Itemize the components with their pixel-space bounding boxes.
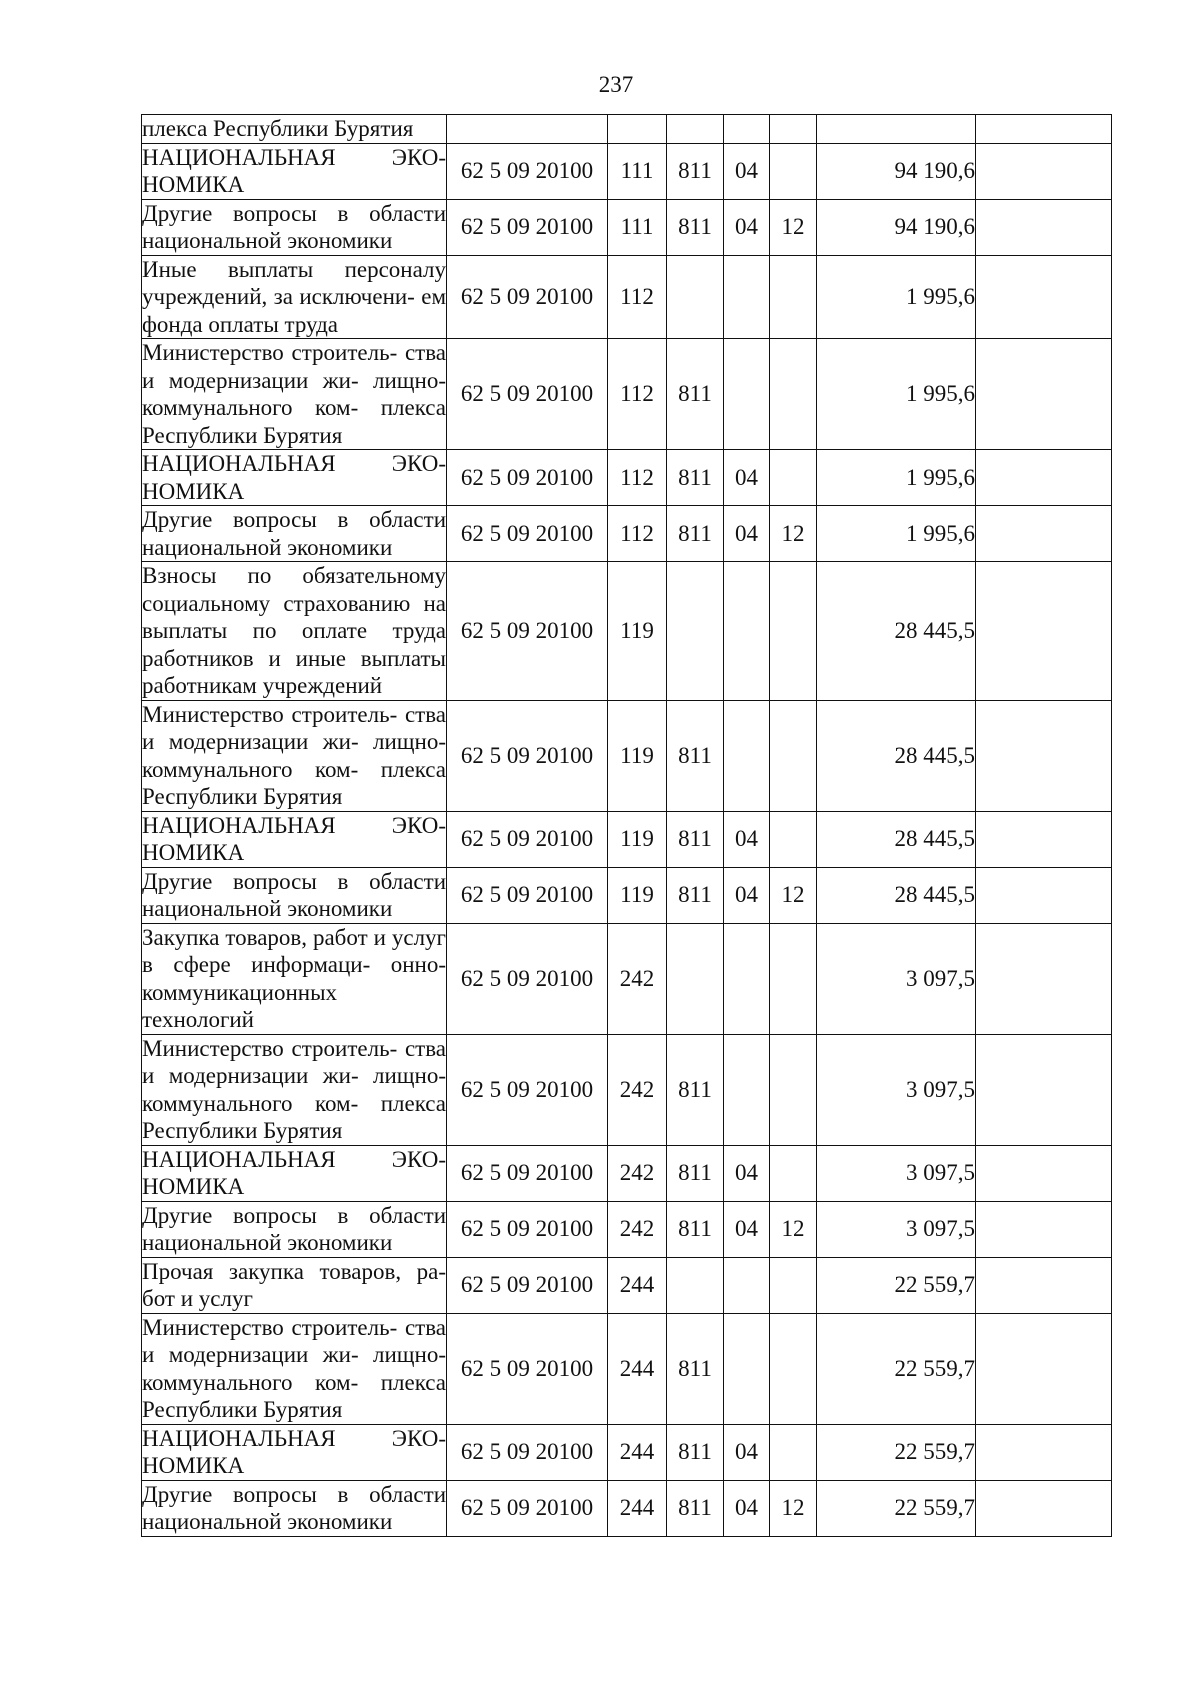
cell-extra xyxy=(976,143,1112,199)
cell-amount: 94 190,6 xyxy=(817,199,976,255)
cell-amount: 94 190,6 xyxy=(817,143,976,199)
cell-target-article-code xyxy=(447,115,608,144)
cell-amount: 1 995,6 xyxy=(817,450,976,506)
cell-subsection-code: 12 xyxy=(770,1201,817,1257)
cell-subsection-code xyxy=(770,700,817,811)
cell-expense-type-code: 244 xyxy=(608,1480,667,1536)
cell-subsection-code xyxy=(770,143,817,199)
cell-expenditure-name: Министерство строитель- ства и модернизации жи- лищно-коммунального ком- плекса Республики Бурятия xyxy=(142,701,446,809)
cell-expenditure-name: Министерство строитель- ства и модернизации жи- лищно-коммунального ком- плекса Республики Бурятия xyxy=(142,1314,446,1422)
table-row xyxy=(142,1201,1112,1257)
cell-target-article-code: 62 5 09 20100 xyxy=(447,506,608,562)
cell-expense-type-code: 119 xyxy=(608,867,667,923)
table-row xyxy=(142,199,1112,255)
cell-section-code xyxy=(724,339,770,450)
cell-expenditure-name: Министерство строитель- ства и модернизации жи- лищно-коммунального ком- плекса Республики Бурятия xyxy=(142,1035,446,1143)
cell-ministry-code: 811 xyxy=(667,199,724,255)
cell-ministry-code: 811 xyxy=(667,1034,724,1145)
cell-expenditure-name: НАЦИОНАЛЬНАЯ ЭКО- НОМИКА xyxy=(142,1425,446,1478)
cell-extra xyxy=(976,1257,1112,1313)
cell-section-code: 04 xyxy=(724,450,770,506)
cell-ministry-code: 811 xyxy=(667,1424,724,1480)
cell-ministry-code xyxy=(667,923,724,1034)
cell-expense-type-code: 111 xyxy=(608,199,667,255)
cell-subsection-code: 12 xyxy=(770,867,817,923)
table-row xyxy=(142,143,1112,199)
cell-extra xyxy=(976,255,1112,339)
cell-subsection-code: 12 xyxy=(770,199,817,255)
cell-section-code: 04 xyxy=(724,811,770,867)
cell-ministry-code: 811 xyxy=(667,1201,724,1257)
cell-expenditure-name: НАЦИОНАЛЬНАЯ ЭКО- НОМИКА xyxy=(142,144,446,197)
cell-expenditure-name: Прочая закупка товаров, ра- бот и услуг xyxy=(142,1258,446,1311)
cell-expenditure-name: плекса Республики Бурятия xyxy=(142,115,447,144)
cell-ministry-code xyxy=(667,1257,724,1313)
table-row xyxy=(142,811,1112,867)
cell-amount: 1 995,6 xyxy=(817,339,976,450)
cell-section-code xyxy=(724,1257,770,1313)
cell-target-article-code: 62 5 09 20100 xyxy=(447,1424,608,1480)
cell-subsection-code xyxy=(770,339,817,450)
cell-expenditure-name: НАЦИОНАЛЬНАЯ ЭКО- НОМИКА xyxy=(142,451,446,504)
cell-ministry-code: 811 xyxy=(667,1145,724,1201)
cell-ministry-code: 811 xyxy=(667,339,724,450)
cell-ministry-code xyxy=(667,115,724,144)
cell-extra xyxy=(976,562,1112,701)
cell-amount xyxy=(817,115,976,144)
cell-section-code: 04 xyxy=(724,1424,770,1480)
cell-expense-type-code: 242 xyxy=(608,1034,667,1145)
cell-extra xyxy=(976,1201,1112,1257)
cell-extra xyxy=(976,1034,1112,1145)
table-row xyxy=(142,255,1112,339)
cell-section-code: 04 xyxy=(724,143,770,199)
table-row xyxy=(142,1480,1112,1536)
cell-expense-type-code: 242 xyxy=(608,923,667,1034)
cell-target-article-code: 62 5 09 20100 xyxy=(447,1034,608,1145)
cell-extra xyxy=(976,1145,1112,1201)
cell-target-article-code: 62 5 09 20100 xyxy=(447,562,608,701)
cell-expense-type-code: 111 xyxy=(608,143,667,199)
cell-amount: 1 995,6 xyxy=(817,255,976,339)
cell-ministry-code: 811 xyxy=(667,1313,724,1424)
cell-section-code: 04 xyxy=(724,1201,770,1257)
table-row xyxy=(142,1257,1112,1313)
cell-expenditure-name: Другие вопросы в области национальной экономики xyxy=(142,1481,446,1534)
cell-section-code: 04 xyxy=(724,1480,770,1536)
table-row xyxy=(142,700,1112,811)
cell-target-article-code: 62 5 09 20100 xyxy=(447,339,608,450)
cell-extra xyxy=(976,1313,1112,1424)
cell-expense-type-code: 112 xyxy=(608,506,667,562)
cell-extra xyxy=(976,339,1112,450)
cell-extra xyxy=(976,811,1112,867)
cell-expense-type-code: 242 xyxy=(608,1201,667,1257)
cell-expenditure-name: Взносы по обязательному социальному страхованию на выплаты по оплате труда работников и иные выплаты работникам учреждений xyxy=(142,563,446,698)
cell-target-article-code: 62 5 09 20100 xyxy=(447,143,608,199)
cell-amount: 28 445,5 xyxy=(817,811,976,867)
cell-extra xyxy=(976,506,1112,562)
cell-subsection-code xyxy=(770,1424,817,1480)
table-row xyxy=(142,1034,1112,1145)
cell-target-article-code: 62 5 09 20100 xyxy=(447,1257,608,1313)
cell-expense-type-code: 119 xyxy=(608,700,667,811)
cell-target-article-code: 62 5 09 20100 xyxy=(447,700,608,811)
table-row xyxy=(142,1145,1112,1201)
cell-section-code: 04 xyxy=(724,867,770,923)
cell-amount: 3 097,5 xyxy=(817,1145,976,1201)
cell-subsection-code: 12 xyxy=(770,1480,817,1536)
cell-expense-type-code: 244 xyxy=(608,1424,667,1480)
cell-expenditure-name: НАЦИОНАЛЬНАЯ ЭКО- НОМИКА xyxy=(142,812,446,865)
cell-target-article-code: 62 5 09 20100 xyxy=(447,255,608,339)
cell-ministry-code xyxy=(667,562,724,701)
cell-expenditure-name: Другие вопросы в области национальной экономики xyxy=(142,507,446,560)
cell-amount: 28 445,5 xyxy=(817,867,976,923)
cell-ministry-code: 811 xyxy=(667,811,724,867)
cell-ministry-code xyxy=(667,255,724,339)
cell-section-code: 04 xyxy=(724,199,770,255)
cell-extra xyxy=(976,700,1112,811)
cell-expenditure-name: Министерство строитель- ства и модернизации жи- лищно-коммунального ком- плекса Республики Бурятия xyxy=(142,340,446,448)
cell-section-code: 04 xyxy=(724,1145,770,1201)
table-row xyxy=(142,867,1112,923)
cell-amount: 3 097,5 xyxy=(817,1201,976,1257)
cell-section-code xyxy=(724,1034,770,1145)
cell-amount: 22 559,7 xyxy=(817,1424,976,1480)
cell-subsection-code xyxy=(770,115,817,144)
cell-expense-type-code: 119 xyxy=(608,562,667,701)
cell-expense-type-code: 112 xyxy=(608,255,667,339)
cell-extra xyxy=(976,1480,1112,1536)
table-row xyxy=(142,1313,1112,1424)
cell-target-article-code: 62 5 09 20100 xyxy=(447,923,608,1034)
cell-expenditure-name: Иные выплаты персоналу учреждений, за исключени- ем фонда оплаты труда xyxy=(142,256,446,337)
cell-ministry-code: 811 xyxy=(667,700,724,811)
cell-target-article-code: 62 5 09 20100 xyxy=(447,1313,608,1424)
cell-ministry-code: 811 xyxy=(667,867,724,923)
cell-extra xyxy=(976,867,1112,923)
cell-section-code xyxy=(724,1313,770,1424)
cell-expense-type-code xyxy=(608,115,667,144)
cell-amount: 22 559,7 xyxy=(817,1257,976,1313)
cell-expense-type-code: 244 xyxy=(608,1313,667,1424)
table-row xyxy=(142,450,1112,506)
cell-extra xyxy=(976,1424,1112,1480)
cell-ministry-code: 811 xyxy=(667,1480,724,1536)
cell-extra xyxy=(976,199,1112,255)
cell-expenditure-name: Другие вопросы в области национальной экономики xyxy=(142,200,446,253)
table-row xyxy=(142,562,1112,701)
cell-amount: 3 097,5 xyxy=(817,1034,976,1145)
cell-extra xyxy=(976,450,1112,506)
cell-subsection-code xyxy=(770,1034,817,1145)
cell-target-article-code: 62 5 09 20100 xyxy=(447,1480,608,1536)
cell-expenditure-name: Другие вопросы в области национальной экономики xyxy=(142,1202,446,1255)
cell-amount: 3 097,5 xyxy=(817,923,976,1034)
cell-target-article-code: 62 5 09 20100 xyxy=(447,1145,608,1201)
table-row xyxy=(142,115,1112,144)
cell-amount: 22 559,7 xyxy=(817,1313,976,1424)
cell-expense-type-code: 244 xyxy=(608,1257,667,1313)
cell-expenditure-name: НАЦИОНАЛЬНАЯ ЭКО- НОМИКА xyxy=(142,1146,446,1199)
table-row xyxy=(142,1424,1112,1480)
cell-amount: 1 995,6 xyxy=(817,506,976,562)
cell-ministry-code: 811 xyxy=(667,506,724,562)
page-number: 237 xyxy=(598,72,634,97)
cell-subsection-code xyxy=(770,562,817,701)
cell-expense-type-code: 112 xyxy=(608,339,667,450)
budget-table xyxy=(141,114,1112,1537)
cell-subsection-code xyxy=(770,923,817,1034)
cell-ministry-code: 811 xyxy=(667,450,724,506)
cell-amount: 28 445,5 xyxy=(817,562,976,701)
cell-subsection-code xyxy=(770,450,817,506)
cell-subsection-code: 12 xyxy=(770,506,817,562)
cell-expense-type-code: 112 xyxy=(608,450,667,506)
cell-target-article-code: 62 5 09 20100 xyxy=(447,811,608,867)
cell-target-article-code: 62 5 09 20100 xyxy=(447,1201,608,1257)
cell-subsection-code xyxy=(770,1257,817,1313)
cell-expenditure-name: Закупка товаров, работ и услуг в сфере информаци- онно-коммуникационных технологий xyxy=(142,924,446,1032)
cell-target-article-code: 62 5 09 20100 xyxy=(447,450,608,506)
cell-section-code xyxy=(724,700,770,811)
table-row xyxy=(142,923,1112,1034)
cell-target-article-code: 62 5 09 20100 xyxy=(447,199,608,255)
cell-ministry-code: 811 xyxy=(667,143,724,199)
cell-expense-type-code: 119 xyxy=(608,811,667,867)
table-row xyxy=(142,506,1112,562)
cell-target-article-code: 62 5 09 20100 xyxy=(447,867,608,923)
cell-subsection-code xyxy=(770,255,817,339)
cell-subsection-code xyxy=(770,1145,817,1201)
cell-section-code: 04 xyxy=(724,506,770,562)
table-row xyxy=(142,339,1112,450)
cell-section-code xyxy=(724,255,770,339)
cell-subsection-code xyxy=(770,1313,817,1424)
cell-subsection-code xyxy=(770,811,817,867)
cell-section-code xyxy=(724,923,770,1034)
cell-expense-type-code: 242 xyxy=(608,1145,667,1201)
cell-extra xyxy=(976,923,1112,1034)
table-body xyxy=(142,115,1112,1537)
cell-section-code xyxy=(724,115,770,144)
cell-amount: 28 445,5 xyxy=(817,700,976,811)
cell-expenditure-name: Другие вопросы в области национальной экономики xyxy=(142,868,446,921)
cell-amount: 22 559,7 xyxy=(817,1480,976,1536)
cell-extra xyxy=(976,115,1112,144)
cell-section-code xyxy=(724,562,770,701)
